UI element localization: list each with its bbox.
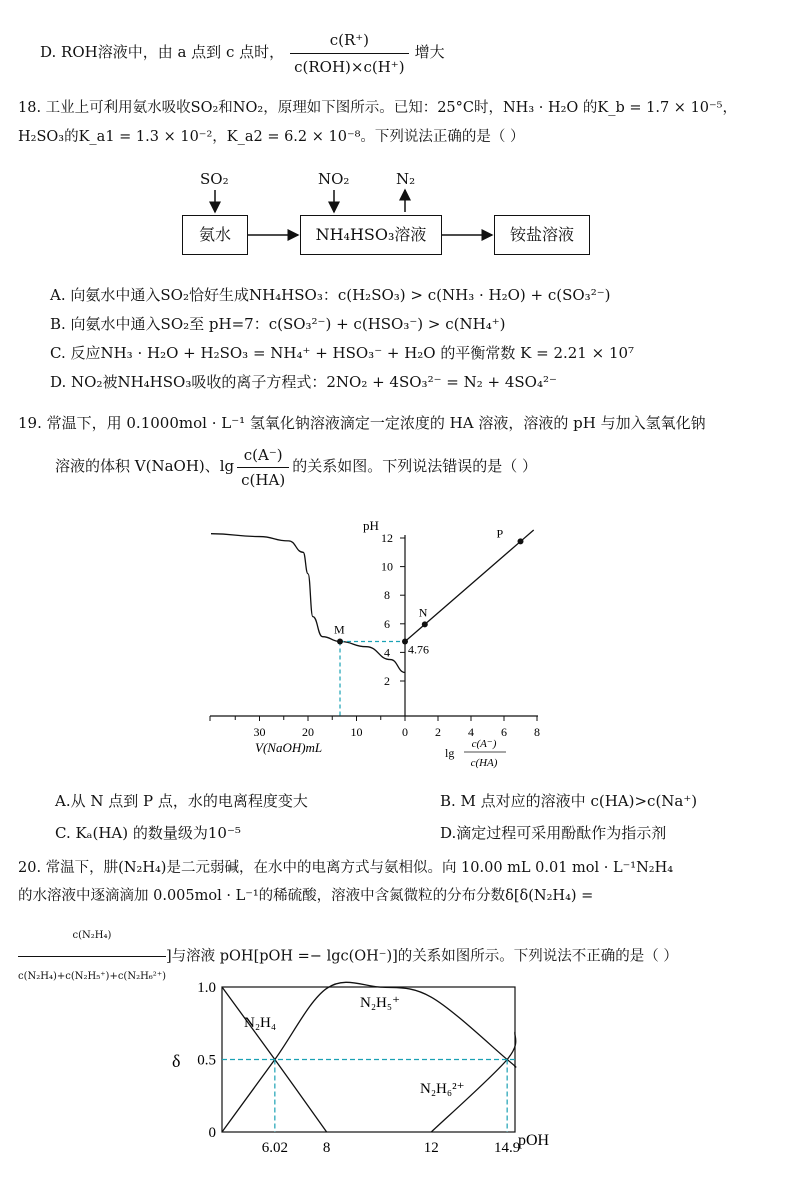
point-n	[422, 621, 428, 627]
q18-stem-line1: 18. 工业上可利用氨水吸收SO₂和NO₂，原理如下图所示。已知：25°C时，NH₃ · H₂O 的K_b = 1.7 × 10⁻⁵，	[18, 100, 737, 116]
x-tick-label: 20	[302, 725, 314, 739]
x-left-label: V(NaOH)mL	[255, 740, 323, 755]
x-tick-label: 12	[423, 1140, 439, 1156]
q19-stem-line2	[55, 440, 537, 492]
q18-option-a: A. 向氨水中通入SO₂恰好生成NH₄HSO₃：c(H₂SO₃) > c(NH₃ · H₂O) + c(SO₃²⁻)	[50, 286, 611, 304]
y-tick-label: 8	[384, 588, 390, 603]
q19-stem-line2b: 的关系如图。下列说法错误的是（ ）	[292, 457, 537, 475]
x-tick-label: 6	[501, 725, 507, 739]
q20-stem-line3	[18, 916, 678, 982]
q20-stem-line3-text: ]与溶液 pOH[pOH =− lgc(OH⁻)]的关系如图所示。下列说法不正确的是（ ）	[166, 948, 678, 965]
q19-stem-line2a: 溶液的体积 V(NaOH)、lg	[55, 457, 235, 475]
x-tick-label: 0	[402, 725, 408, 739]
fraction-denominator: c(ROH)×c(H⁺)	[290, 53, 408, 78]
x-tick-label: 8	[534, 725, 540, 739]
titration-chart	[0, 500, 800, 780]
point-m	[337, 639, 343, 645]
x-tick-label: 6.02	[261, 1140, 288, 1156]
y-tick-label: 0.5	[197, 1052, 216, 1069]
point-p	[518, 538, 524, 544]
x-right-den: c(HA)	[470, 757, 498, 769]
point-label-p: P	[496, 526, 504, 541]
x-axis-label: pOH	[518, 1132, 550, 1149]
fraction-numerator: c(N₂H₄)	[72, 930, 112, 941]
y-tick-label: 12	[381, 531, 393, 545]
y-axis-label: δ	[172, 1051, 181, 1071]
titration-curve	[211, 534, 405, 673]
x-right-num: c(A⁻)	[471, 738, 497, 750]
x-tick-label: 4	[468, 725, 474, 739]
y-tick-label: 0	[208, 1125, 216, 1141]
q20-stem-line1: 20. 常温下，肼(N₂H₄)是二元弱碱，在水中的电离方式与氨相似。向 10.00 mL 0.01 mol · L⁻¹N₂H₄	[18, 860, 674, 876]
q17-option-d	[40, 22, 445, 82]
q19-option-a: A.从 N 点到 P 点，水的电离程度变大	[55, 792, 308, 810]
point-label-m: M	[334, 622, 345, 637]
fraction-denominator: c(HA)	[237, 467, 289, 490]
x-tick-label: 10	[350, 725, 363, 739]
q19-option-b: B. M 点对应的溶液中 c(HA)>c(Na⁺)	[440, 792, 698, 810]
q20-stem-line2: 的水溶液中逐滴滴加 0.005mol · L⁻¹的稀硫酸，溶液中含氮微粒的分布分数δ[δ(N₂H₄) =	[18, 888, 594, 904]
x-tick-label: 2	[435, 725, 441, 739]
label-n2h6: N₂H₆²⁺	[420, 1081, 465, 1097]
box-ammonia: 氨水	[182, 215, 248, 255]
q18-option-c: C. 反应NH₃ · H₂O + H₂SO₃ = NH₄⁺ + HSO₃⁻ + H₂O 的平衡常数 K = 2.21 × 10⁷	[50, 344, 635, 362]
x-tick-label: 14.9	[494, 1140, 521, 1156]
label-n2: N₂	[396, 170, 416, 188]
q19-stem-fraction	[237, 445, 289, 490]
q17-option-d-text: D. ROH溶液中，由 a 点到 c 点时，	[40, 43, 285, 61]
q17-option-d-fraction	[290, 29, 408, 78]
x-tick-label: 30	[253, 725, 266, 739]
x-tick-label: 8	[322, 1140, 331, 1156]
y-axis-label: pH	[363, 518, 379, 533]
y-tick-label: 2	[384, 674, 390, 688]
label-no2: NO₂	[318, 170, 350, 188]
q17-option-d-tail: 增大	[414, 43, 445, 61]
label-n2h4: N₂H₄	[244, 1015, 277, 1031]
q18-stem-line2: H₂SO₃的K_a1 = 1.3 × 10⁻²，K_a2 = 6.2 × 10⁻⁸。下列说法正确的是（ ）	[18, 129, 525, 145]
q18-option-d: D. NO₂被NH₄HSO₃吸收的离子方程式：2NO₂ + 4SO₃²⁻ = N₂ + 4SO₄²⁻	[50, 373, 557, 391]
y-tick-label: 6	[384, 616, 390, 631]
label-n2h5: N₂H₅⁺	[360, 995, 401, 1011]
q19-stem-line1: 19. 常温下，用 0.1000mol · L⁻¹ 氢氧化钠溶液滴定一定浓度的 HA 溶液，溶液的 pH 与加入氢氧化钠	[18, 414, 706, 432]
box-ammonium-salt: 铵盐溶液	[494, 215, 590, 255]
y-tick-label: 1.0	[197, 980, 216, 996]
fraction-numerator: c(R⁺)	[329, 30, 370, 49]
q19-option-d: D.滴定过程可采用酚酞作为指示剂	[440, 824, 667, 842]
y-tick-label: 4	[384, 645, 390, 660]
q19-option-c: C. Kₐ(HA) 的数量级为10⁻⁵	[55, 824, 241, 842]
fraction-denominator: c(N₂H₄)+c(N₂H₅⁺)+c(N₂H₆²⁺)	[18, 956, 166, 997]
distribution-chart	[0, 975, 800, 1197]
point-label-n: N	[418, 605, 428, 620]
x-right-prefix: lg	[445, 746, 455, 760]
annotation-476: 4.76	[408, 642, 429, 657]
y-tick-label: 10	[381, 559, 393, 574]
label-so2: SO₂	[200, 170, 229, 188]
q18-option-b: B. 向氨水中通入SO₂至 pH=7：c(SO₃²⁻) + c(HSO₃⁻) > c(NH₄⁺)	[50, 315, 506, 333]
box-nh4hso3: NH₄HSO₃溶液	[300, 215, 442, 255]
fraction-numerator: c(A⁻)	[243, 445, 283, 464]
